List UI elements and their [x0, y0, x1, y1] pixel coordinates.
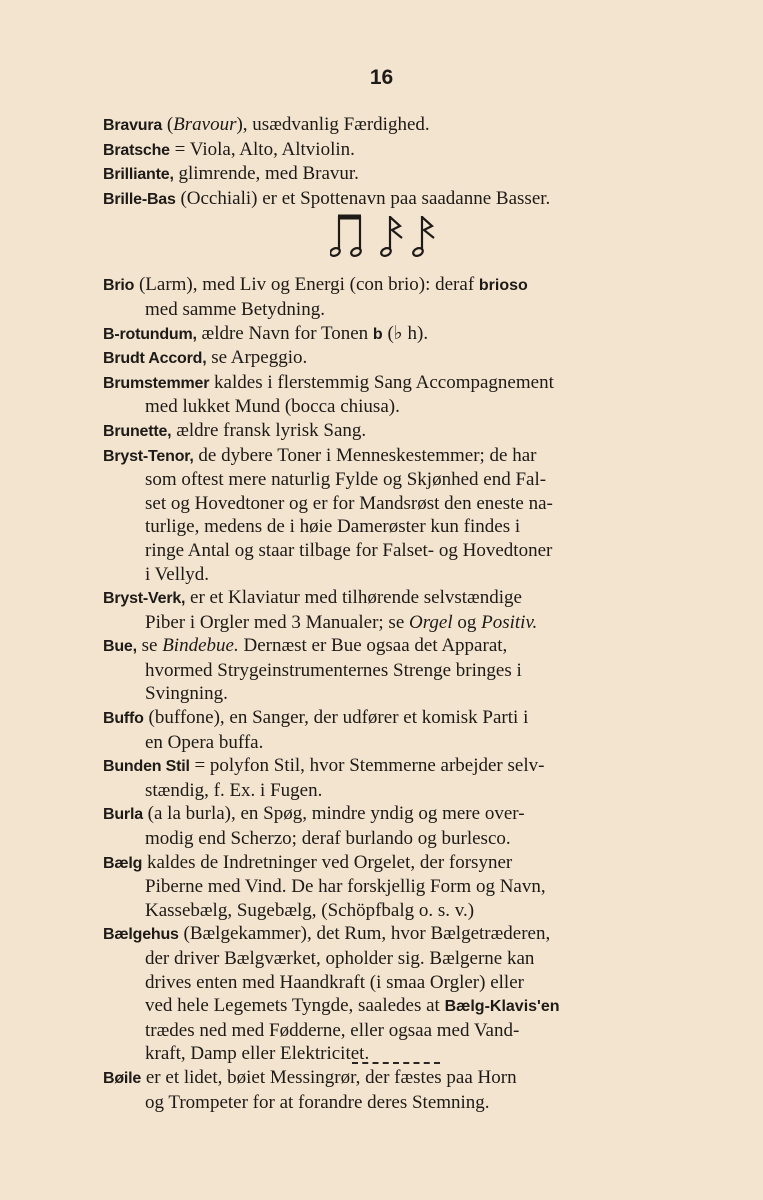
definition-line: og — [457, 611, 477, 633]
definition-line: Svingning. — [145, 683, 228, 705]
definition-line: = Viola, Alto, Altviolin. — [174, 138, 355, 160]
definition-line: = polyfon Stil, hvor Stemmerne arbejder selv- — [194, 755, 545, 777]
definition-line: ældre Navn for Tonen — [201, 322, 369, 344]
entry-baelgehus — [103, 922, 709, 1066]
dictionary-entries — [103, 113, 709, 1114]
italic-term: Bravour — [173, 114, 237, 135]
headword: Brio — [103, 277, 135, 295]
entry-bryst-tenor — [103, 444, 709, 587]
definition-line: hvormed Strygeinstrumenternes Strenge bringes i — [145, 659, 522, 681]
headword: Buffo — [103, 710, 144, 728]
definition-line: (Larm), med Liv og Energi (con brio): deraf — [138, 274, 475, 296]
definition-line: og Trompeter for at forandre deres Stemning. — [145, 1091, 490, 1113]
headword: Brumstemmer — [103, 374, 210, 392]
definition-line: er et lidet, bøiet Messingrør, der fæstes paa Horn — [145, 1066, 517, 1088]
definition-line: (♭ h). — [387, 322, 429, 344]
headword: Bue, — [103, 638, 137, 656]
definition-line: en Opera buffa. — [145, 731, 264, 753]
entry-brille-bas — [103, 187, 709, 212]
definition-line: (buffone), en Sanger, der udfører et komisk Parti i — [148, 707, 529, 729]
definition-line: set og Hovedtoner og er for Mandsrøst den eneste na- — [145, 492, 553, 514]
definition-line: kaldes de Indretninger ved Orgelet, der forsyner — [146, 851, 513, 873]
definition-line: se Arpeggio. — [211, 347, 308, 369]
headword: Bryst-Verk, — [103, 590, 186, 608]
definition-line: Piber i Orgler med 3 Manualer; se — [145, 611, 405, 633]
definition-line: modig end Scherzo; deraf burlando og burlesco. — [145, 828, 511, 850]
definition-line: kaldes i flerstemmig Sang Accompagnement — [214, 371, 554, 393]
definition-line: de dybere Toner i Menneskestemmer; de har — [198, 444, 537, 466]
entry-bue — [103, 634, 709, 706]
headword: Bunden Stil — [103, 758, 190, 776]
entry-brudt-accord — [103, 346, 709, 371]
headword: Bælgehus — [103, 926, 179, 944]
headword: Bryst-Tenor, — [103, 447, 194, 465]
cross-reference: Bælg-Klavis'en — [444, 998, 560, 1016]
entry-boile — [103, 1066, 709, 1114]
definition-line: kraft, Damp eller Elektricitet. — [145, 1043, 370, 1065]
entry-buffo — [103, 706, 709, 754]
entry-brilliante — [103, 162, 709, 187]
headword: Brudt Accord, — [103, 350, 207, 368]
headword: Bøile — [103, 1069, 142, 1087]
page-number: 16 — [369, 66, 394, 89]
definition-line: Kassebælg, Sugebælg, (Schöpfbalg o. s. v.) — [145, 899, 475, 921]
definition-line: stændig, f. Ex. i Fugen. — [145, 779, 323, 801]
definition-line: ringe Antal og staar tilbage for Falset- og Hovedtoner — [145, 539, 553, 561]
section-divider — [352, 1062, 440, 1066]
definition-line: Piberne med Vind. De har forskjellig Form og Navn, — [145, 876, 546, 898]
definition-line: turlige, medens de i høie Damerøster kun findes i — [145, 516, 521, 538]
definition-line: se — [141, 635, 158, 657]
cross-reference: brioso — [478, 277, 528, 295]
headword: Bælg — [103, 854, 143, 872]
entry-brumstemmer — [103, 371, 709, 419]
entry-b-rotundum — [103, 322, 709, 347]
headword: Brunette, — [103, 422, 172, 440]
headword: Brille-Bas — [103, 190, 176, 208]
definition-line: der driver Bælgværket, opholder sig. Bælgerne kan — [145, 948, 535, 969]
entry-bryst-verk — [103, 586, 709, 634]
entry-brunette — [103, 419, 709, 444]
definition-line: som oftest mere naturlig Fylde og Skjønhed end Fal- — [145, 469, 547, 491]
entry-brio — [103, 273, 709, 321]
entry-bratsche — [103, 138, 709, 163]
definition-line: drives enten med Haandkraft (i smaa Orgler) eller — [145, 971, 524, 993]
entry-baelg — [103, 851, 709, 923]
headword: Burla — [103, 806, 143, 824]
definition-line: Dernæst er Bue ogsaa det Apparat, — [243, 635, 508, 657]
entry-bravura: Bravura (Bravour), usædvanlig Færdighed. — [103, 114, 430, 135]
italic-reference: Orgel — [409, 611, 453, 633]
definition-line: (a la burla), en Spøg, mindre yndig og mere over- — [147, 803, 525, 825]
definition-line: (Bælgekammer), det Rum, hvor Bælgetræderen, — [183, 923, 551, 945]
definition-line: trædes ned med Fødderne, eller ogsaa med Vand- — [145, 1019, 520, 1041]
italic-reference: Positiv. — [481, 611, 538, 633]
definition-line: ved hele Legemets Tyngde, saaledes at — [145, 995, 440, 1017]
italic-reference: Bindebue. — [162, 635, 239, 657]
definition-line: i Vellyd. — [145, 563, 210, 585]
entry-burla — [103, 802, 709, 850]
cross-reference: b — [372, 325, 383, 343]
headword: Bratsche — [103, 141, 170, 159]
headword: Bravura — [103, 117, 163, 134]
headword: Brilliante, — [103, 166, 174, 184]
definition-line: glimrende, med Bravur. — [178, 163, 359, 185]
definition-line: med samme Betydning. — [145, 298, 325, 320]
entry-bunden-stil — [103, 754, 709, 802]
definition-line: (Occhiali) er et Spottenavn paa saadanne Basser. — [180, 187, 551, 209]
definition-line: er et Klaviatur med tilhørende selvstændige — [190, 587, 522, 609]
definition-line: med lukket Mund (bocca chiusa). — [145, 396, 400, 418]
definition-line: ældre fransk lyrisk Sang. — [176, 419, 367, 441]
headword: B-rotundum, — [103, 325, 197, 343]
